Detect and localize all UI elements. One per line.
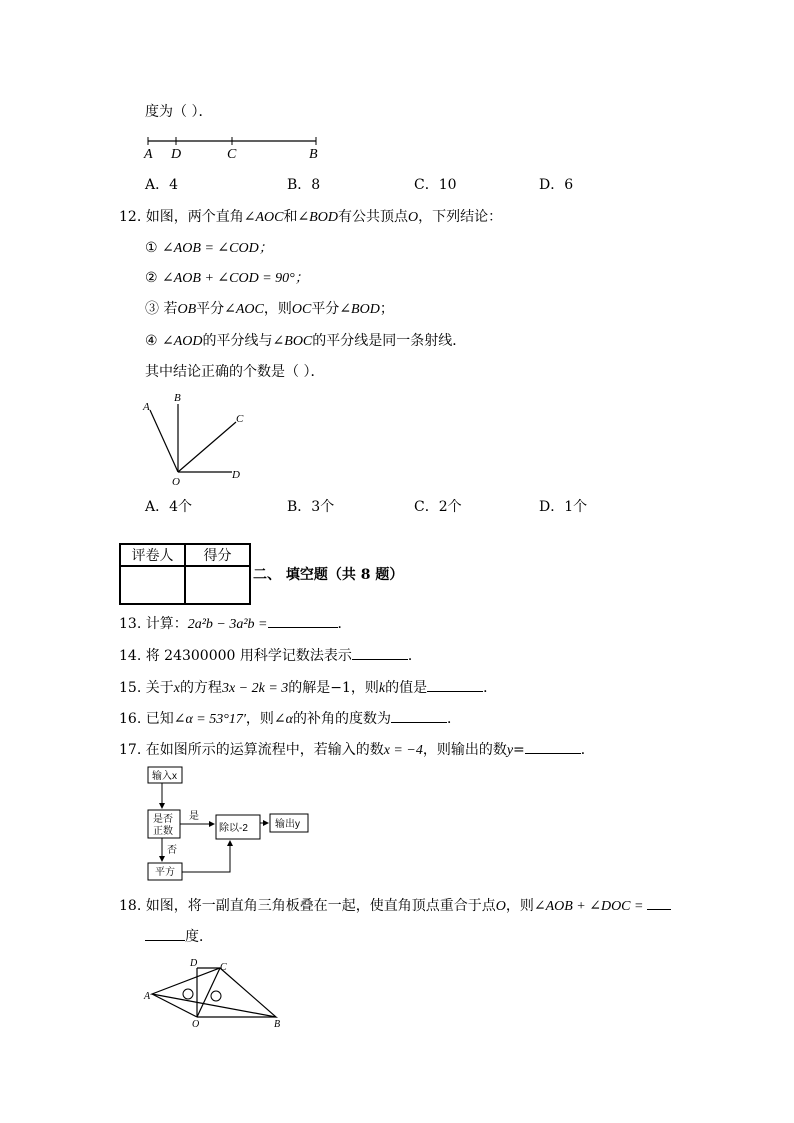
score-table-reviewer-cell[interactable] bbox=[120, 566, 185, 604]
q13-number: 13. bbox=[119, 616, 142, 632]
q12-angle-aoc: ∠AOC bbox=[243, 210, 284, 225]
q13-end: ． bbox=[337, 616, 352, 632]
q12-c1-number: ① bbox=[145, 240, 158, 256]
q12-c3-end: ； bbox=[379, 301, 394, 317]
q17 bbox=[119, 739, 595, 760]
q12-option-b[interactable]: B．3个 bbox=[287, 499, 335, 515]
q12-option-d[interactable]: D．1个 bbox=[539, 499, 588, 515]
q12-label-o: O bbox=[172, 476, 180, 488]
flow-square-box: 平方 bbox=[155, 867, 175, 878]
flow-yes-label: 是 bbox=[189, 811, 199, 822]
q18-vertex: O bbox=[495, 899, 506, 914]
q18-mid: ，则 bbox=[505, 898, 534, 914]
score-table-score-cell[interactable] bbox=[185, 566, 250, 604]
q12-c3-mid3: 平分 bbox=[311, 301, 340, 317]
q15-end: ． bbox=[483, 680, 498, 696]
q12-c3-pre: 若 bbox=[163, 301, 178, 317]
q18-label-c: C bbox=[220, 962, 227, 973]
q12-c4-end: 的平分线是同一条射线． bbox=[312, 333, 467, 349]
q12-c4-aod: ∠AOD bbox=[162, 334, 203, 349]
q18-label-d: D bbox=[190, 958, 198, 969]
q12-stem-mid: 有公共顶点 bbox=[337, 209, 408, 225]
q12-c2-number: ② bbox=[145, 270, 158, 286]
q11-option-d[interactable]: D．6 bbox=[539, 177, 574, 193]
flow-check-line1: 是否 bbox=[153, 814, 173, 825]
q12-number: 12. bbox=[119, 209, 142, 225]
q12-option-c[interactable]: C．2个 bbox=[414, 499, 462, 515]
q12-stem bbox=[119, 208, 502, 227]
q17-equals: = bbox=[513, 742, 525, 758]
q17-number: 17. bbox=[119, 742, 142, 758]
q18-label-b: B bbox=[274, 1019, 281, 1030]
q13-answer-blank[interactable] bbox=[268, 613, 338, 628]
q16-pre: 已知 bbox=[145, 711, 174, 727]
q12-c4-mid: 的平分线与 bbox=[202, 333, 273, 349]
q15-mid4: 的值是 bbox=[385, 680, 428, 696]
q12-stem-pre: 如图，两个直角 bbox=[145, 209, 244, 225]
q16-mid: ，则 bbox=[245, 711, 274, 727]
q16 bbox=[119, 708, 461, 729]
q15-answer-blank[interactable] bbox=[427, 677, 483, 692]
q15-mid1: 的方程 bbox=[179, 680, 222, 696]
q14-text: 将 24300000 用科学记数法表示 bbox=[145, 648, 352, 664]
q11-label-c: C bbox=[227, 147, 237, 162]
q18 bbox=[119, 895, 671, 916]
q12-c3-ob: OB bbox=[177, 302, 197, 317]
q12-c1-text: ∠AOB = ∠COD； bbox=[162, 241, 273, 256]
q17-pre: 在如图所示的运算流程中，若输入的数 bbox=[145, 742, 384, 758]
q11-segment-figure bbox=[140, 133, 330, 163]
flow-output-box: 输出y bbox=[275, 819, 300, 830]
q12-c3-mid1: 平分 bbox=[196, 301, 225, 317]
q14-number: 14. bbox=[119, 648, 142, 664]
q12-label-c: C bbox=[236, 413, 244, 425]
q18-answer-blank-part2[interactable] bbox=[145, 926, 185, 941]
score-table bbox=[119, 543, 251, 605]
q16-answer-blank[interactable] bbox=[391, 708, 447, 723]
q12-c3-mid2: ，则 bbox=[263, 301, 292, 317]
q12-c3-bod: ∠BOD bbox=[339, 302, 380, 317]
q18-pre: 如图，将一副直角三角板叠在一起，使直角顶点重合于点 bbox=[145, 898, 496, 914]
q11-label-a: A bbox=[144, 147, 153, 162]
q15-mid2: 的解是 bbox=[288, 680, 331, 696]
q15-pre: 关于 bbox=[145, 680, 174, 696]
q16-angle: ∠α bbox=[273, 712, 293, 727]
q18-expression: ∠AOB + ∠DOC = bbox=[533, 899, 644, 914]
q11-option-c[interactable]: C．10 bbox=[414, 177, 457, 193]
q18-label-o: O bbox=[192, 1019, 200, 1030]
q14-answer-blank[interactable] bbox=[352, 645, 408, 660]
q12-conclusion-4 bbox=[145, 332, 466, 351]
q17-mid: ，则输出的数 bbox=[422, 742, 507, 758]
q15-number: 15. bbox=[119, 680, 142, 696]
q11-option-b[interactable]: B．8 bbox=[287, 177, 321, 193]
q18-triangle-figure bbox=[140, 956, 290, 1031]
q15-equation: 3x − 2k = 3 bbox=[221, 681, 289, 696]
q13 bbox=[119, 613, 352, 634]
q12-angle-figure bbox=[140, 392, 250, 487]
q17-input-value: x = −4 bbox=[383, 743, 423, 758]
q15-var-x: x bbox=[173, 681, 180, 696]
q12-angle-bod: ∠BOD bbox=[297, 210, 338, 225]
q16-end: ． bbox=[447, 711, 461, 727]
q13-expression: 2a²b − 3a²b = bbox=[187, 617, 268, 632]
q17-flowchart bbox=[144, 764, 314, 884]
q17-var-y: y bbox=[506, 743, 514, 758]
flow-divide-box: 除以-2 bbox=[219, 823, 248, 834]
q15-mid3: ，则 bbox=[350, 680, 379, 696]
q12-and: 和 bbox=[283, 209, 298, 225]
q12-c2-text: ∠AOB + ∠COD = 90°； bbox=[162, 271, 309, 286]
score-table-reviewer-header: 评卷人 bbox=[120, 544, 185, 566]
q12-c3-aoc: ∠AOC bbox=[224, 302, 264, 317]
q14 bbox=[119, 645, 422, 665]
q18-label-a: A bbox=[144, 991, 151, 1002]
q12-label-b: B bbox=[174, 392, 181, 404]
flow-check-line2: 正数 bbox=[153, 826, 173, 837]
q12-conclusion-3 bbox=[145, 300, 394, 319]
section-2-title: 二、 填空题（共 8 题） bbox=[253, 567, 404, 583]
q12-stem-post: ，下列结论： bbox=[418, 209, 503, 225]
q17-end: ． bbox=[580, 742, 595, 758]
q12-label-d: D bbox=[232, 469, 240, 481]
q15 bbox=[119, 677, 497, 698]
q18-unit: 度． bbox=[185, 929, 213, 945]
q16-number: 16. bbox=[119, 711, 142, 727]
q12-c4-boc: ∠BOC bbox=[272, 334, 313, 349]
q17-answer-blank[interactable] bbox=[525, 739, 581, 754]
q12-question: 其中结论正确的个数是（ ）． bbox=[145, 364, 325, 380]
q18-answer-blank-part1[interactable] bbox=[647, 895, 671, 910]
flow-input-box: 输入x bbox=[152, 771, 177, 782]
q12-c3-number: ③ bbox=[145, 301, 159, 317]
q18-line2 bbox=[145, 926, 213, 946]
q12-conclusion-2 bbox=[145, 269, 309, 288]
q11-label-b: B bbox=[309, 147, 318, 162]
q12-label-a: A bbox=[143, 401, 150, 413]
q12-c4-number: ④ bbox=[145, 333, 158, 349]
q16-post: 的补角的度数为 bbox=[293, 711, 391, 727]
score-table-score-header: 得分 bbox=[185, 544, 250, 566]
q12-c3-oc: OC bbox=[291, 302, 312, 317]
q12-option-a[interactable]: A．4个 bbox=[145, 499, 193, 515]
q12-conclusion-1 bbox=[145, 239, 273, 258]
q14-end: ． bbox=[407, 648, 422, 664]
q11-option-a[interactable]: A．4 bbox=[145, 177, 179, 193]
q11-label-d: D bbox=[171, 147, 182, 162]
q12-vertex: O bbox=[407, 210, 419, 225]
q15-var-k: k bbox=[378, 681, 386, 696]
q16-given: ∠α = 53°17′ bbox=[173, 712, 246, 727]
q15-solution: −1 bbox=[330, 680, 351, 696]
q18-number: 18. bbox=[119, 898, 142, 914]
q13-pre: 计算： bbox=[145, 616, 188, 632]
flow-no-label: 否 bbox=[167, 845, 177, 856]
q11-stem-tail: 度为（ ）． bbox=[145, 104, 213, 120]
